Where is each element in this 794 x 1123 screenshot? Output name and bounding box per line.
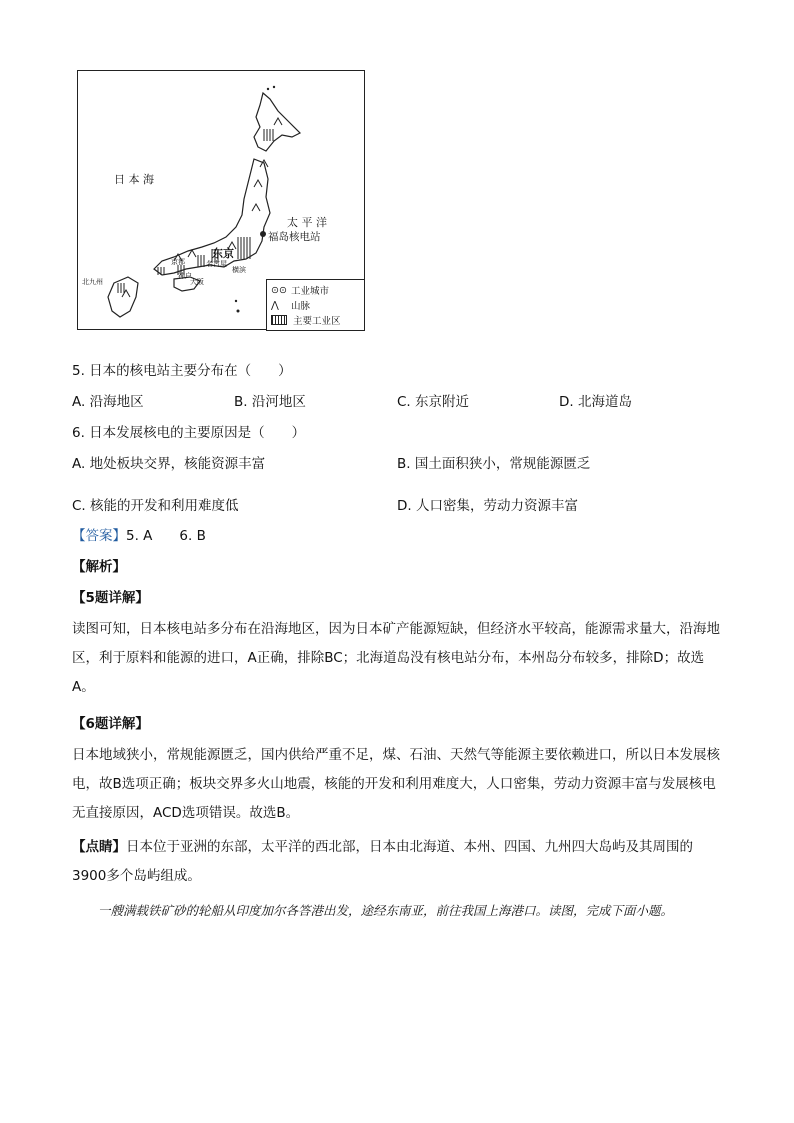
q6-option-b: B. 国土面积狭小，常规能源匮乏: [397, 456, 591, 472]
city-label: 京都: [171, 258, 185, 266]
question-6-stem: 6. 日本发展核电的主要原因是（ ）: [72, 425, 306, 441]
answer-text: 5. A 6. B: [126, 528, 206, 544]
q5-option-a: A. 沿海地区: [72, 394, 144, 410]
hokkaido-island: [254, 93, 300, 151]
industrial-zone-icon: [271, 315, 287, 325]
mountain-icon: ⋀: [271, 299, 279, 311]
detail-6-text: 日本地域狭小，常规能源匮乏，国内供给严重不足，煤、石油、天然气等能源主要依赖进口，所以日本发展核电，故B选项正确；板块交界多火山地震，核能的开发和利用难度大，人口密集，劳动力资源丰富与发展核电无直接原因，ACD选项错误。故选B。: [72, 747, 720, 821]
legend-row: [271, 313, 341, 327]
q6-option-c: C. 核能的开发和利用难度低: [72, 498, 239, 514]
q6-option-a: A. 地处板块交界，核能资源丰富: [72, 456, 266, 472]
legend-city-label: 工业城市: [291, 286, 330, 297]
q5-option-c: C. 东京附近: [397, 394, 470, 410]
tip-tag: 【点睛】: [72, 839, 126, 855]
kyushu-island: [108, 277, 138, 317]
fukushima-label: 福岛核电站: [268, 231, 321, 243]
q6-option-d: D. 人口密集，劳动力资源丰富: [397, 498, 578, 514]
city-label: 名古屋: [206, 260, 227, 268]
city-label: 北九州: [82, 278, 103, 286]
pacific-label: 太 平 洋: [287, 216, 327, 229]
city-label: 横滨: [232, 266, 246, 274]
legend-row: [271, 283, 329, 297]
city-label: 大阪: [190, 278, 204, 286]
detail-5-text: 读图可知，日本核电站多分布在沿海地区，因为日本矿产能源短缺，但经济水平较高，能源需求量大，沿海地区，利于原料和能源的进口，A正确，排除BC；北海道岛没有核电站分布，本州岛分布较多，排除D；故选A。: [72, 621, 720, 695]
city-label: 神户: [178, 272, 192, 280]
detail-5-tag: 【5题详解】: [72, 590, 149, 606]
japan-map: [77, 70, 365, 330]
tip-paragraph: [72, 833, 722, 891]
legend-mountain-label: 山脉: [291, 301, 311, 312]
legend-row: [271, 298, 310, 312]
fukushima-dot: [260, 231, 266, 237]
city-icon: ⊙⊙: [271, 284, 287, 296]
answer-tag: 【答案】: [72, 528, 126, 544]
answer-line: [72, 524, 206, 544]
analysis-tag: 【解析】: [72, 559, 126, 575]
sea-of-japan-label: 日 本 海: [114, 173, 154, 186]
detail-6-tag: 【6题详解】: [72, 716, 149, 732]
q5-option-b: B. 沿河地区: [234, 394, 306, 410]
tip-text: 日本位于亚洲的东部，太平洋的西北部，日本由北海道、本州、四国、九州四大岛屿及其周围的3900多个岛屿组成。: [72, 839, 693, 884]
legend-industrial-label: 主要工业区: [293, 316, 341, 327]
map-legend: [266, 279, 365, 331]
q5-option-d: D. 北海道岛: [559, 394, 632, 410]
next-question-intro: 一艘满载铁矿砂的轮船从印度加尔各答港出发，途经东南亚，前往我国上海港口。读图，完成下面小题。: [98, 903, 674, 918]
question-5-stem: 5. 日本的核电站主要分布在（ ）: [72, 363, 292, 379]
tokyo-label: 东京: [212, 247, 234, 260]
